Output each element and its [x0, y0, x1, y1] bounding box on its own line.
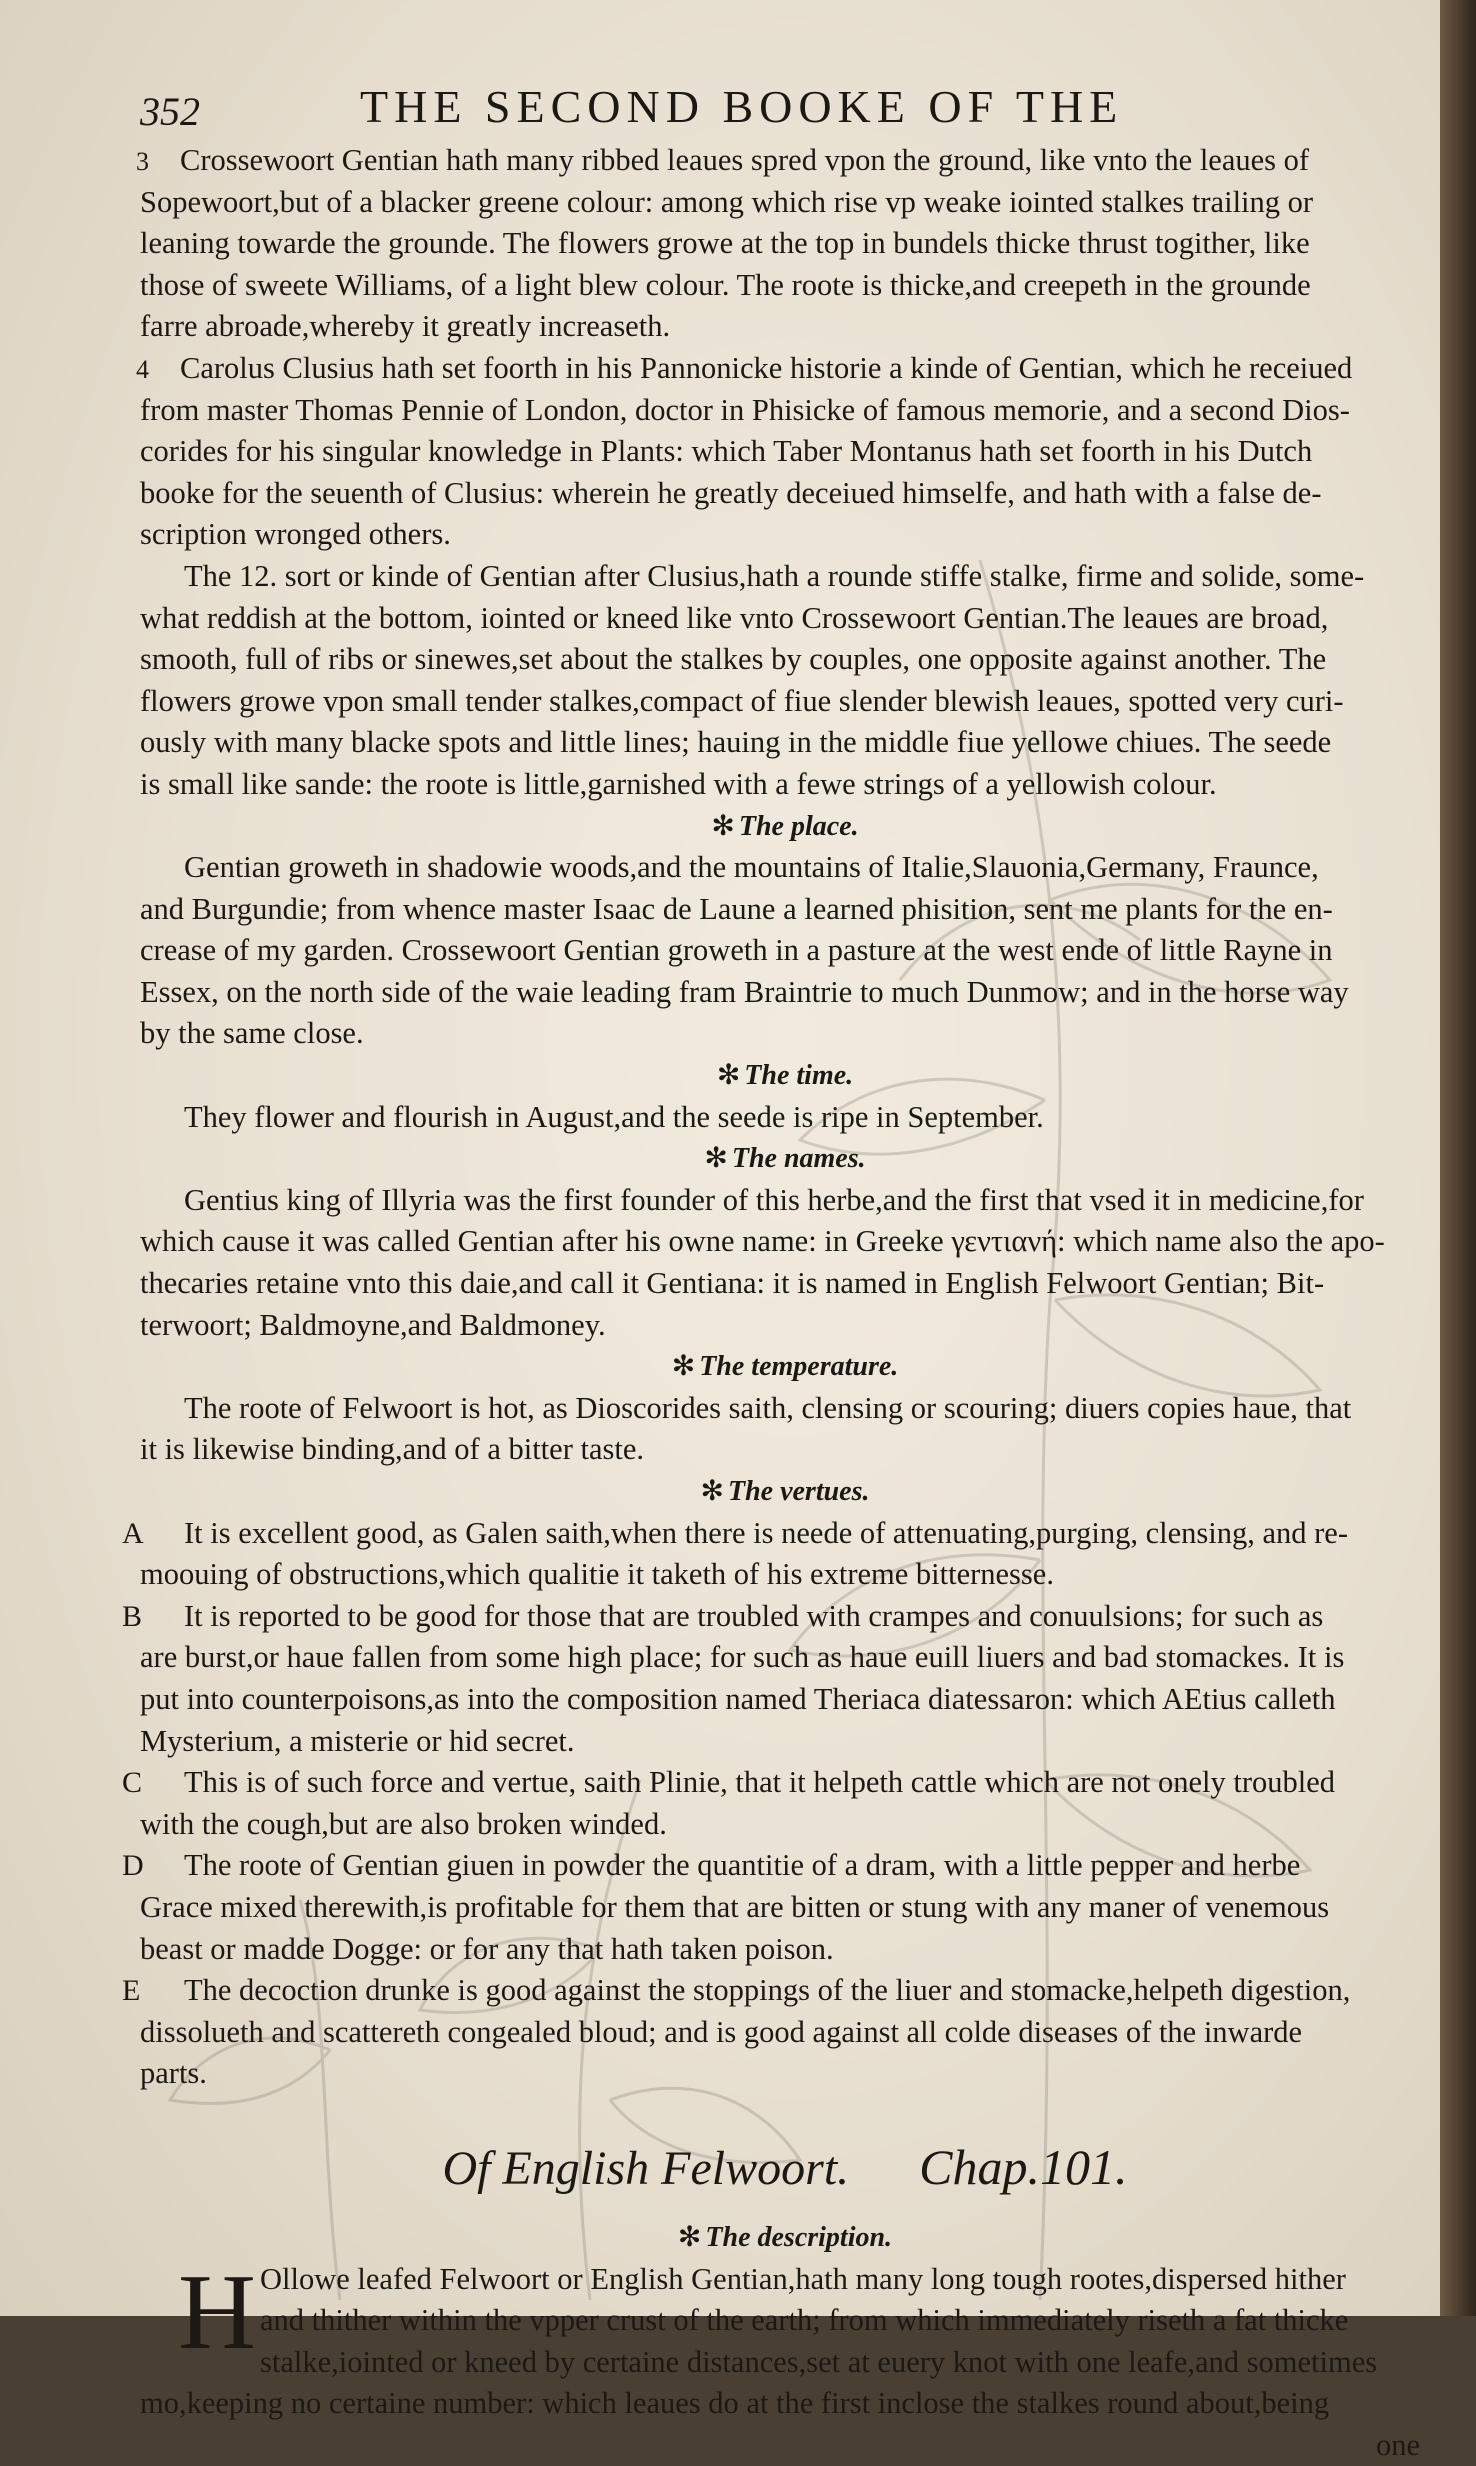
- chapter-title: Of English Felwoort.: [442, 2142, 849, 2195]
- text-line: This is of such force and vertue, saith Plinie, that it helpeth cattle which are not onely troubled: [140, 1762, 1430, 1804]
- text-line: stalke,iointed or kneed by certaine distances,set at euery knot with one leafe,and sometimes: [140, 2342, 1430, 2384]
- text-line: and thither within the vpper crust of the earth; from which immediately riseth a fat thicke: [140, 2300, 1430, 2342]
- text-line: parts.: [140, 2053, 1430, 2095]
- chapter-heading: [140, 2117, 1430, 2217]
- text-line: They flower and flourish in August,and the seede is ripe in September.: [140, 1097, 1430, 1139]
- asterisk-flower-icon: ✻: [704, 1143, 727, 1174]
- section-heading-names: ✻ The names.: [140, 1138, 1430, 1180]
- text-line: Mysterium, a misterie or hid secret.: [140, 1721, 1430, 1763]
- text-line: flowers growe vpon small tender stalkes,compact of fiue slender blewish leaues, spotted very curi-: [140, 681, 1430, 723]
- description-paragraph: [140, 2259, 1430, 2466]
- text-line: ously with many blacke spots and little lines; hauing in the middle fiue yellowe chiues. The seede: [140, 722, 1430, 764]
- text-line: with the cough,but are also broken winded.: [140, 1804, 1430, 1846]
- text-line: booke for the seuenth of Clusius: wherein he greatly deceiued himselfe, and hath with a false de-: [140, 473, 1430, 515]
- margin-letter: C: [122, 1762, 142, 1804]
- margin-letter: B: [122, 1596, 142, 1638]
- section-heading-time: ✻ The time.: [140, 1055, 1430, 1097]
- catchword: one: [140, 2425, 1430, 2466]
- text-line: Essex, on the north side of the waie leading fram Braintrie to much Dunmow; and in the horse way: [140, 972, 1430, 1014]
- text-line: beast or madde Dogge: or for any that hath taken poison.: [140, 1929, 1430, 1971]
- vertue-item-a: [140, 1513, 1430, 1596]
- section-heading-place: ✻ The place.: [140, 806, 1430, 848]
- text-line: 4 Carolus Clusius hath set foorth in his Pannonicke historie a kinde of Gentian, which he receiued: [140, 348, 1430, 390]
- text-line: which cause it was called Gentian after his owne name: in Greeke γεντιανή: which name also the apo-: [140, 1221, 1430, 1263]
- book-spine-shadow: [1440, 0, 1476, 2316]
- vertue-item-d: [140, 1845, 1430, 1970]
- vertue-item-c: [140, 1762, 1430, 1845]
- text-line: put into counterpoisons,as into the composition named Theriaca diatessaron: which AEtius calleth: [140, 1679, 1430, 1721]
- text-line: those of sweete Williams, of a light blew colour. The roote is thicke,and creepeth in the grounde: [140, 265, 1430, 307]
- section-heading-description: ✻ The description.: [140, 2217, 1430, 2259]
- asterisk-flower-icon: ✻: [711, 811, 734, 842]
- margin-letter: E: [122, 1970, 140, 2012]
- text-line: corides for his singular knowledge in Plants: which Taber Montanus hath set foorth in his Dutch: [140, 431, 1430, 473]
- paragraph-number: 3: [136, 141, 180, 183]
- text-line: Sopewoort,but of a blacker greene colour: among which rise vp weake iointed stalkes trailing or: [140, 182, 1430, 224]
- running-title: THE SECOND BOOKE OF THE: [360, 80, 1123, 133]
- text-line: Gentian groweth in shadowie woods,and the mountains of Italie,Slauonia,Germany, Fraunce,: [140, 847, 1430, 889]
- drop-cap: H: [178, 2263, 256, 2363]
- margin-letter: D: [122, 1845, 144, 1887]
- text-line: The 12. sort or kinde of Gentian after Clusius,hath a rounde stiffe stalke, firme and solide, some-: [140, 556, 1430, 598]
- vertue-item-b: [140, 1596, 1430, 1762]
- text-line: Grace mixed therewith,is profitable for them that are bitten or stung with any maner of venemous: [140, 1887, 1430, 1929]
- chapter-number: Chap.101.: [919, 2139, 1127, 2195]
- text-line: terwoort; Baldmoyne,and Baldmoney.: [140, 1305, 1430, 1347]
- section-heading-temperature: ✻ The temperature.: [140, 1346, 1430, 1388]
- text-line: moouing of obstructions,which qualitie it taketh of his extreme bitternesse.: [140, 1554, 1430, 1596]
- body-text: [140, 140, 1430, 2466]
- text-line: Gentius king of Illyria was the first founder of this herbe,and the first that vsed it in medicine,for: [140, 1180, 1430, 1222]
- text-line: farre abroade,whereby it greatly increaseth.: [140, 306, 1430, 348]
- text-line: what reddish at the bottom, iointed or kneed like vnto Crossewoort Gentian.The leaues are broad,: [140, 598, 1430, 640]
- text-line: is small like sande: the roote is little,garnished with a fewe strings of a yellowish colour.: [140, 764, 1430, 806]
- text-line: Ollowe leafed Felwoort or English Gentian,hath many long tough rootes,dispersed hither: [140, 2259, 1430, 2301]
- asterisk-flower-icon: ✻: [701, 1476, 724, 1507]
- paragraph-number: 4: [136, 349, 180, 391]
- text-line: thecaries retaine vnto this daie,and call it Gentiana: it is named in English Felwoort Gentian; Bit-: [140, 1263, 1430, 1305]
- text-line: by the same close.: [140, 1013, 1430, 1055]
- text-line: crease of my garden. Crossewoort Gentian groweth in a pasture at the west ende of little Rayne in: [140, 930, 1430, 972]
- text-line: smooth, full of ribs or sinewes,set about the stalkes by couples, one opposite against another. The: [140, 639, 1430, 681]
- text-line: mo,keeping no certaine number: which leaues do at the first inclose the stalkes round about,being: [140, 2383, 1430, 2425]
- vertue-item-e: [140, 1970, 1430, 2095]
- text-line: The decoction drunke is good against the stoppings of the liuer and stomacke,helpeth digestion,: [140, 1970, 1430, 2012]
- asterisk-flower-icon: ✻: [678, 2222, 701, 2253]
- running-header: [140, 80, 1370, 140]
- text-line: are burst,or haue fallen from some high place; for such as haue euill liuers and bad stomackes. It is: [140, 1637, 1430, 1679]
- text-line: and Burgundie; from whence master Isaac de Laune a learned phisition, sent me plants for the en-: [140, 889, 1430, 931]
- text-line: from master Thomas Pennie of London, doctor in Phisicke of famous memorie, and a second Dios-: [140, 390, 1430, 432]
- page-number: 352: [140, 88, 200, 135]
- text-line: It is excellent good, as Galen saith,when there is neede of attenuating,purging, clensing, and re-: [140, 1513, 1430, 1555]
- text-line: scription wronged others.: [140, 514, 1430, 556]
- text-line: It is reported to be good for those that are troubled with crampes and conuulsions; for such as: [140, 1596, 1430, 1638]
- text-line: leaning towarde the grounde. The flowers growe at the top in bundels thicke thrust togither, like: [140, 223, 1430, 265]
- asterisk-flower-icon: ✻: [672, 1351, 695, 1382]
- text-line: it is likewise binding,and of a bitter taste.: [140, 1429, 1430, 1471]
- section-heading-vertues: ✻ The vertues.: [140, 1471, 1430, 1513]
- text-line: The roote of Gentian giuen in powder the quantitie of a dram, with a little pepper and herbe: [140, 1845, 1430, 1887]
- asterisk-flower-icon: ✻: [717, 1060, 740, 1091]
- text-line: 3 Crossewoort Gentian hath many ribbed leaues spred vpon the ground, like vnto the leaues of: [140, 140, 1430, 182]
- text-line: The roote of Felwoort is hot, as Dioscorides saith, clensing or scouring; diuers copies haue, that: [140, 1388, 1430, 1430]
- margin-letter: A: [122, 1513, 144, 1555]
- text-line: dissolueth and scattereth congealed bloud; and is good against all colde diseases of the inwarde: [140, 2012, 1430, 2054]
